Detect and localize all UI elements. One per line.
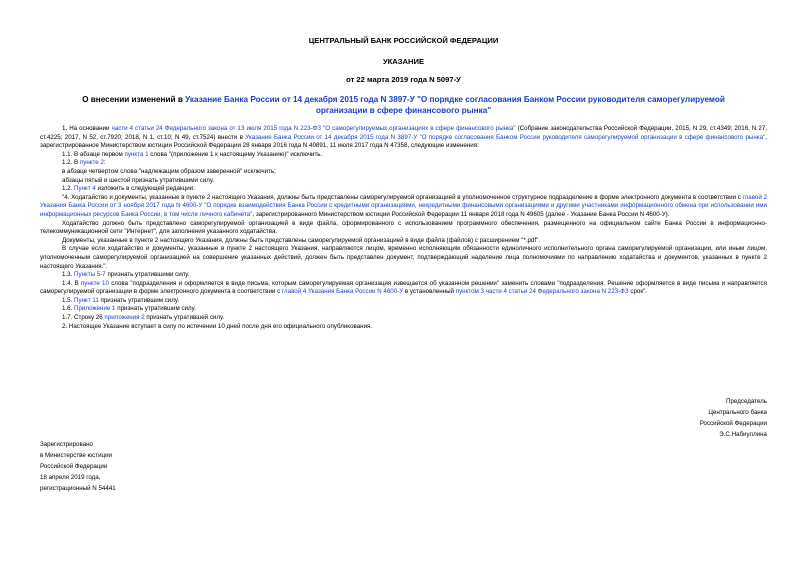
text: изложить в следующей редакции: bbox=[95, 185, 195, 193]
text: : bbox=[103, 159, 106, 167]
link-ukazanie-3897[interactable]: Указание Банка России от 14 декабря 2015 года N 3897-У "О порядке согласования Банком России руководителя саморегулируемой организации в сфере финансового рынка" bbox=[245, 133, 766, 141]
paragraph-1-4 bbox=[40, 280, 767, 297]
link-punkt-2[interactable]: пункте 2 bbox=[79, 159, 104, 167]
link-ukazanie-4600-gl2[interactable]: главой 2 Указания Банка России от 3 ноября 2017 года N 4600-У "О порядке взаимодействия Банка России с кредитными организациями, некредитными финансовыми организациями и другими участниками информационного обмена при использовании ими информационных ресурсов Банка России, в том числе личного кабинета" bbox=[40, 193, 768, 218]
paragraph-4 bbox=[40, 194, 767, 220]
text: , зарегистрированное Министерством юстиции Российской Федерации 28 января 2016 года N 40891, 11 июля 2017 года N 47358, следующие изменения: bbox=[40, 133, 767, 150]
link-law-223[interactable]: части 4 статьи 24 Федерального закона от 13 июля 2015 года N 223-ФЗ "О саморегулируемых организациях в сфере финансового рынка" bbox=[111, 125, 516, 132]
paragraph-file: Ходатайство должно быть представлено саморегулируемой организацией в виде файла, сформированного с использованием программного обеспечения, размещенного на официальном сайте Банка России в информационно-телекоммуникационной сети "Интернет", для заполнения указанного ходатайства. bbox=[40, 219, 767, 236]
doc-date-number: от 22 марта 2019 года N 5097-У bbox=[346, 75, 461, 84]
bank-name: ЦЕНТРАЛЬНЫЙ БАНК РОССИЙСКОЙ ФЕДЕРАЦИИ bbox=[308, 36, 499, 45]
text: 1.7. Строку 26 bbox=[62, 314, 105, 322]
paragraph-1-2b bbox=[40, 185, 767, 194]
registration-line: 18 апреля 2019 года, bbox=[40, 474, 101, 481]
text: признать утратившим силу. bbox=[98, 296, 180, 304]
signature-block bbox=[700, 396, 767, 440]
text: "4. Ходатайство и документы, указанные в пункте 2 настоящего Указания, должны быть представлены саморегулируемой организацией в уполномоченное структурное подразделение в форме электронного документа в соответствии с bbox=[62, 193, 743, 201]
text: признать утратившей силу. bbox=[144, 314, 225, 322]
paragraph-1-2-line1: в абзаце четвертом слова "надлежащим образом заверенной" исключить; bbox=[62, 167, 276, 175]
title-link[interactable]: Указание Банка России от 14 декабря 2015 года N 3897-У "О порядке согласования Банком России руководителя саморегулируемой организации в сфере финансового рынка" bbox=[185, 95, 725, 115]
signature-name: Э.С.Набиуллина bbox=[719, 431, 767, 438]
text: признать утратившими силу. bbox=[105, 271, 190, 279]
paragraph-1-7 bbox=[40, 314, 767, 323]
link-punkty-5-7[interactable]: Пункты 5-7 bbox=[74, 271, 106, 279]
paragraph-2: 2. Настоящее Указание вступает в силу по истечении 10 дней после дня его официального опубликования. bbox=[62, 322, 373, 330]
paragraph-1-1 bbox=[40, 151, 767, 160]
text: 1.4. В bbox=[62, 279, 81, 287]
link-punkt-10[interactable]: пункте 10 bbox=[80, 279, 109, 287]
paragraph-pdf: Документы, указанные в пункте 2 настоящего Указания, должны быть представлены саморегулируемой организацией в виде файла (файлов) с расширением "*.pdf". bbox=[62, 236, 541, 244]
doc-title bbox=[60, 95, 747, 116]
text: 1.1. В абзаце первом bbox=[62, 150, 125, 158]
signature-line: Российской Федерации bbox=[699, 420, 767, 427]
paragraph-1-2-line2: абзацы пятый и шестой признать утратившими силу. bbox=[62, 176, 215, 184]
text: 1.3. bbox=[62, 271, 75, 279]
text: слова "(приложение 1 к настоящему Указанию)" исключить. bbox=[148, 150, 323, 158]
paragraph-1-5 bbox=[40, 297, 767, 306]
registration-line: Российской Федерации bbox=[40, 463, 108, 470]
link-punkt-11[interactable]: Пункт 11 bbox=[74, 296, 99, 304]
doc-type: УКАЗАНИЕ bbox=[382, 57, 425, 66]
text: , зарегистрированного Министерством юстиции Российской Федерации 11 января 2018 года N 49605 (далее - Указание Банка России N 4600-У). bbox=[252, 210, 670, 218]
text: в установленный bbox=[403, 288, 456, 296]
link-prilozhenie-1[interactable]: Приложение 1 bbox=[74, 305, 116, 313]
paragraph-1-2 bbox=[40, 159, 767, 168]
text: 1.2. bbox=[62, 185, 75, 193]
link-prilozhenie-2[interactable]: приложения 2 bbox=[104, 314, 145, 322]
signature-line: Центрального банка bbox=[708, 409, 767, 416]
text: 1. На основании bbox=[62, 125, 112, 132]
title-prefix: О внесении изменений в bbox=[82, 95, 186, 104]
text: 1.6. bbox=[62, 305, 75, 313]
registration-line: Зарегистрировано bbox=[40, 441, 93, 448]
registration-line: регистрационный N 54441 bbox=[40, 485, 116, 492]
link-punkt-4[interactable]: Пункт 4 bbox=[74, 185, 96, 193]
paragraph-authority: В случае если ходатайство и документы, указанные в пункте 2 настоящего Указания, направляются лицом, временно исполняющим обязанности единоличного исполнительного органа саморегулируемой организации, или иным лицом, уполномоченным саморегулируемой организацией на совершение указанных действий, должен быть представлен документ, подтверждающий наделение лица полномочиями по направлению ходатайства и документов, указанных в пункте 2 настоящего Указания.". bbox=[40, 245, 767, 270]
doc-body bbox=[40, 125, 767, 331]
link-punkt-1[interactable]: пункта 1 bbox=[124, 150, 149, 158]
paragraph-1 bbox=[40, 125, 767, 151]
registration-block bbox=[40, 439, 116, 494]
registration-line: в Министерстве юстиции bbox=[40, 452, 113, 459]
text: (Собрание законодательства Российской Федерации, 2015, N 29, ст.4349; 2016, N 27, ст.4225; 2017, N 52, ст.7920; 2018, N 1, ст.10; N 49, ст.7524) внести в bbox=[40, 125, 768, 141]
text: 1.2. В bbox=[62, 159, 80, 167]
link-ukazanie-4600-gl4[interactable]: главой 4 Указания Банка России N 4600-У bbox=[281, 288, 404, 296]
text: срок". bbox=[628, 288, 647, 296]
paragraph-1-6 bbox=[40, 305, 767, 314]
text: слова "подразделения и оформляется в виде письма, которым саморегулируемая организация извещается об указанном решении" заменить словами "подразделения. Решение оформляется в виде письма и направляется саморегулируемой организации в форме электронного документа в соответствии с bbox=[40, 279, 767, 296]
text: 1.5. bbox=[62, 296, 75, 304]
signature-line: Председатель bbox=[726, 398, 767, 405]
paragraph-1-3 bbox=[40, 271, 767, 280]
text: признать утратившим силу. bbox=[115, 305, 196, 313]
link-law-223-p3[interactable]: пунктом 3 части 4 статьи 24 Федерального закона N 223-ФЗ bbox=[455, 288, 629, 296]
